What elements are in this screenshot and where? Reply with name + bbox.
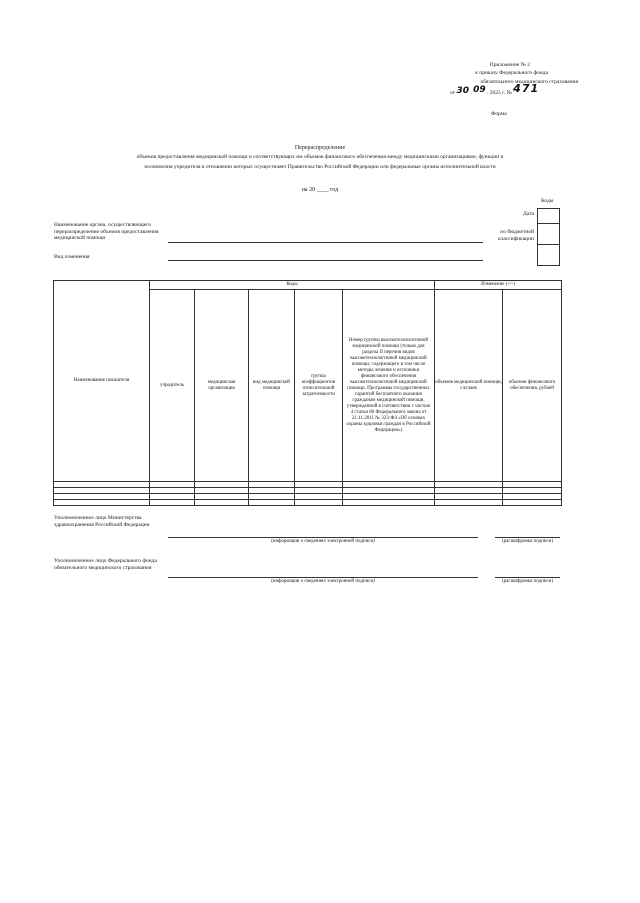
fund-sig-info: (информация о сведениях электронной подписи) [271,579,375,584]
header-coef-group: группа коэффициентов относительной затратоемкости [295,290,343,482]
doc-subtitle-2: полномочия учредителя в отношении которых осуществляет Правительство Российской Федерации или федеральные органы исполнительной власти [144,164,496,170]
ministry-decode-line [495,537,560,538]
main-table [53,280,562,506]
codes-table [537,208,560,266]
code-cell-change [538,245,560,266]
table-row [54,500,562,506]
date-label: Дата [523,211,534,217]
change-type-label: Вид изменения [54,254,90,260]
date-prefix: от [450,90,456,96]
header-indicator-name: Наименование показателя [54,281,150,482]
appendix-line2: к приказу Федерального фонда [475,70,548,76]
appendix-line1: Приложение № 2 [489,62,530,68]
fund-decode-line [495,577,560,578]
org-underline [168,242,483,243]
date-month: 09 [473,85,486,95]
appendix-date-line: от 30 . 09 . 2025 г. № 471 [450,82,540,96]
header-med-org: медицинская организация [195,290,249,482]
appendix-line3: обязательного медицинского страхования [480,79,578,85]
change-type-underline [168,260,483,261]
date-year: 2025 г. № [489,90,512,96]
doc-title: Перераспределение [294,145,346,151]
ministry-sig-line [168,537,478,538]
fund-sig-line [168,577,478,578]
ministry-signatory-label: Уполномоченное лицо Министерства здравоохранения Российской Федерации [54,515,150,528]
header-codes-group: Коды [150,281,435,290]
form-label: Форма [491,111,507,117]
date-day: 30 [456,86,469,96]
header-founder: учредитель [150,290,195,482]
year-line: на 20 ____ год [301,187,339,193]
header-finance: объемов финансового обеспечения, рублей [503,290,562,482]
header-changes-group: Изменение (+/-) [435,281,562,290]
order-number: 471 [513,82,540,95]
ministry-sig-info: (информация о сведениях электронной подписи) [271,539,375,544]
code-cell-budget [538,224,560,245]
codes-label: Коды [541,198,554,204]
code-cell-date [538,209,560,224]
fund-signatory-label: Уполномоченное лицо Федерального фонда обязательного медицинского страхования [54,558,157,571]
fund-sig-decode: (расшифровка подписи) [501,579,554,584]
doc-subtitle-1: объемов предоставления медицинской помощи и соответствующих им объемов финансового обеспечения между медицинскими организациями, функции и [136,154,504,160]
header-volume: объемов медицинской помощи, случаев [435,290,503,482]
header-care-type: вид медицинской помощи [249,290,295,482]
org-label: Наименование органа, осуществляющего перераспределение объемов предоставления медицинской помощи [54,222,159,242]
ministry-sig-decode: (расшифровка подписи) [501,539,554,544]
budget-label: по бюджетной классификации [497,229,534,242]
header-hitech-group: Номер группы высокотехнологичной медицинской помощи (только для раздела II перечня видов высокотехнологичной медицинской помощи, содержащего в том числе методы лечения и источники финансового обеспечения высокотехнологичной медицинской помощи, Программы государственных гарантий бесплатного оказания гражданам медицинской помощи, утвержденной в соответствии с частью 4 статьи 80 Федерального закона от 21.11.2011 № 323-ФЗ «Об основах охраны здоровья граждан в Российской Федерации») [343,290,435,482]
